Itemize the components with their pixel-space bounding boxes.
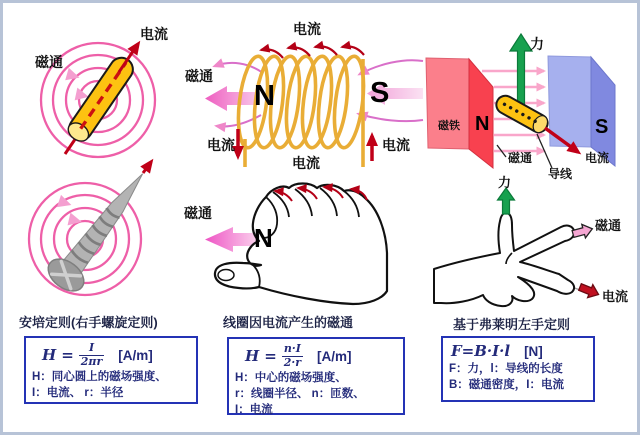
- formula-lhs: H: [42, 346, 57, 365]
- magnet-force-label: 力: [530, 36, 544, 52]
- formula-numerator: n·I: [283, 342, 301, 355]
- formula-desc-line: B：磁通密度，I：电流: [449, 379, 564, 392]
- formula-equals: =: [61, 346, 74, 365]
- magnet-field-diagram: [426, 34, 615, 168]
- formula-box-fleming: [441, 336, 595, 402]
- caption-ampere-rule: 安培定则(右手螺旋定则): [19, 315, 158, 330]
- hand-flux-label: 磁通: [184, 205, 212, 221]
- force-arrow: [498, 188, 515, 214]
- formula-fleming: [451, 342, 587, 360]
- formula-coil: [245, 343, 397, 369]
- formula-desc-line: r：线圈半径、 n：匝数、: [235, 388, 365, 401]
- n-magnet-side: [426, 58, 469, 149]
- formula-unit: [A/m]: [118, 347, 153, 363]
- left-hand-diagram: [434, 188, 601, 306]
- formula-unit: [A/m]: [317, 348, 352, 364]
- coil-current-left-label: 电流: [207, 137, 235, 153]
- formula-denominator: 2πr: [80, 354, 103, 368]
- hand-n-pole: N: [254, 223, 273, 253]
- formula-equals: =: [264, 347, 277, 366]
- caption-coil-flux: 线圈因电流产生的磁通: [223, 315, 354, 330]
- formula-numerator: I: [88, 341, 95, 354]
- formula-fraction: [282, 343, 303, 369]
- caption-fleming-rule: 基于弗莱明左手定则: [453, 317, 571, 332]
- magnet-wire-label: 导线: [548, 167, 573, 181]
- formula-denominator: 2·r: [283, 355, 302, 369]
- coil-current-right-label: 电流: [382, 137, 410, 153]
- magnet-n-pole: N: [475, 113, 490, 135]
- lefthand-force-label: 力: [498, 175, 512, 190]
- coil-n-pole: N: [254, 80, 275, 112]
- formula-box-ampere: [24, 336, 198, 404]
- coil-current-bottom-label: 电流: [292, 155, 320, 171]
- magnet-s-pole: S: [595, 116, 609, 138]
- current-arrow: [143, 162, 151, 173]
- flux-arrow-n: [205, 86, 259, 111]
- formula-unit: [N]: [524, 343, 543, 359]
- formula-fraction: [79, 342, 105, 368]
- magnet-flux-label: 磁通: [508, 151, 533, 165]
- coil-flux-label: 磁通: [185, 68, 213, 84]
- formula-desc-line: H：同心圆上的磁场强度、: [32, 371, 167, 384]
- current-arrow: [577, 281, 601, 301]
- formula-desc-line: I：电流、 r：半径: [32, 387, 124, 400]
- wire-flux-label: 磁通: [35, 54, 63, 70]
- wire-current-label: 电流: [140, 26, 168, 42]
- lefthand-flux-label: 磁通: [595, 218, 622, 233]
- lefthand-current-label: 电流: [602, 289, 629, 304]
- magnet-label: 磁铁: [438, 120, 460, 132]
- formula-lhs: H: [245, 347, 260, 366]
- formula-desc-line: H：中心的磁场强度、: [235, 372, 347, 385]
- formula-ampere: [42, 342, 190, 368]
- coil-current-top-label: 电流: [293, 21, 321, 37]
- s-magnet-face: [591, 57, 615, 166]
- flux-arrow: [571, 222, 594, 241]
- formula-desc-line: F：力，l：导线的长度: [449, 363, 563, 375]
- hand-outline: [434, 213, 574, 306]
- coil-s-pole: S: [370, 77, 390, 109]
- formula-box-coil: [227, 337, 405, 415]
- right-hand-diagram: [205, 184, 387, 305]
- screw-diagram: [29, 162, 159, 298]
- formula-expression: F=B·I·l: [451, 342, 511, 360]
- magnet-current-label: 电流: [585, 151, 610, 165]
- formula-desc-line: I：电流: [235, 404, 273, 417]
